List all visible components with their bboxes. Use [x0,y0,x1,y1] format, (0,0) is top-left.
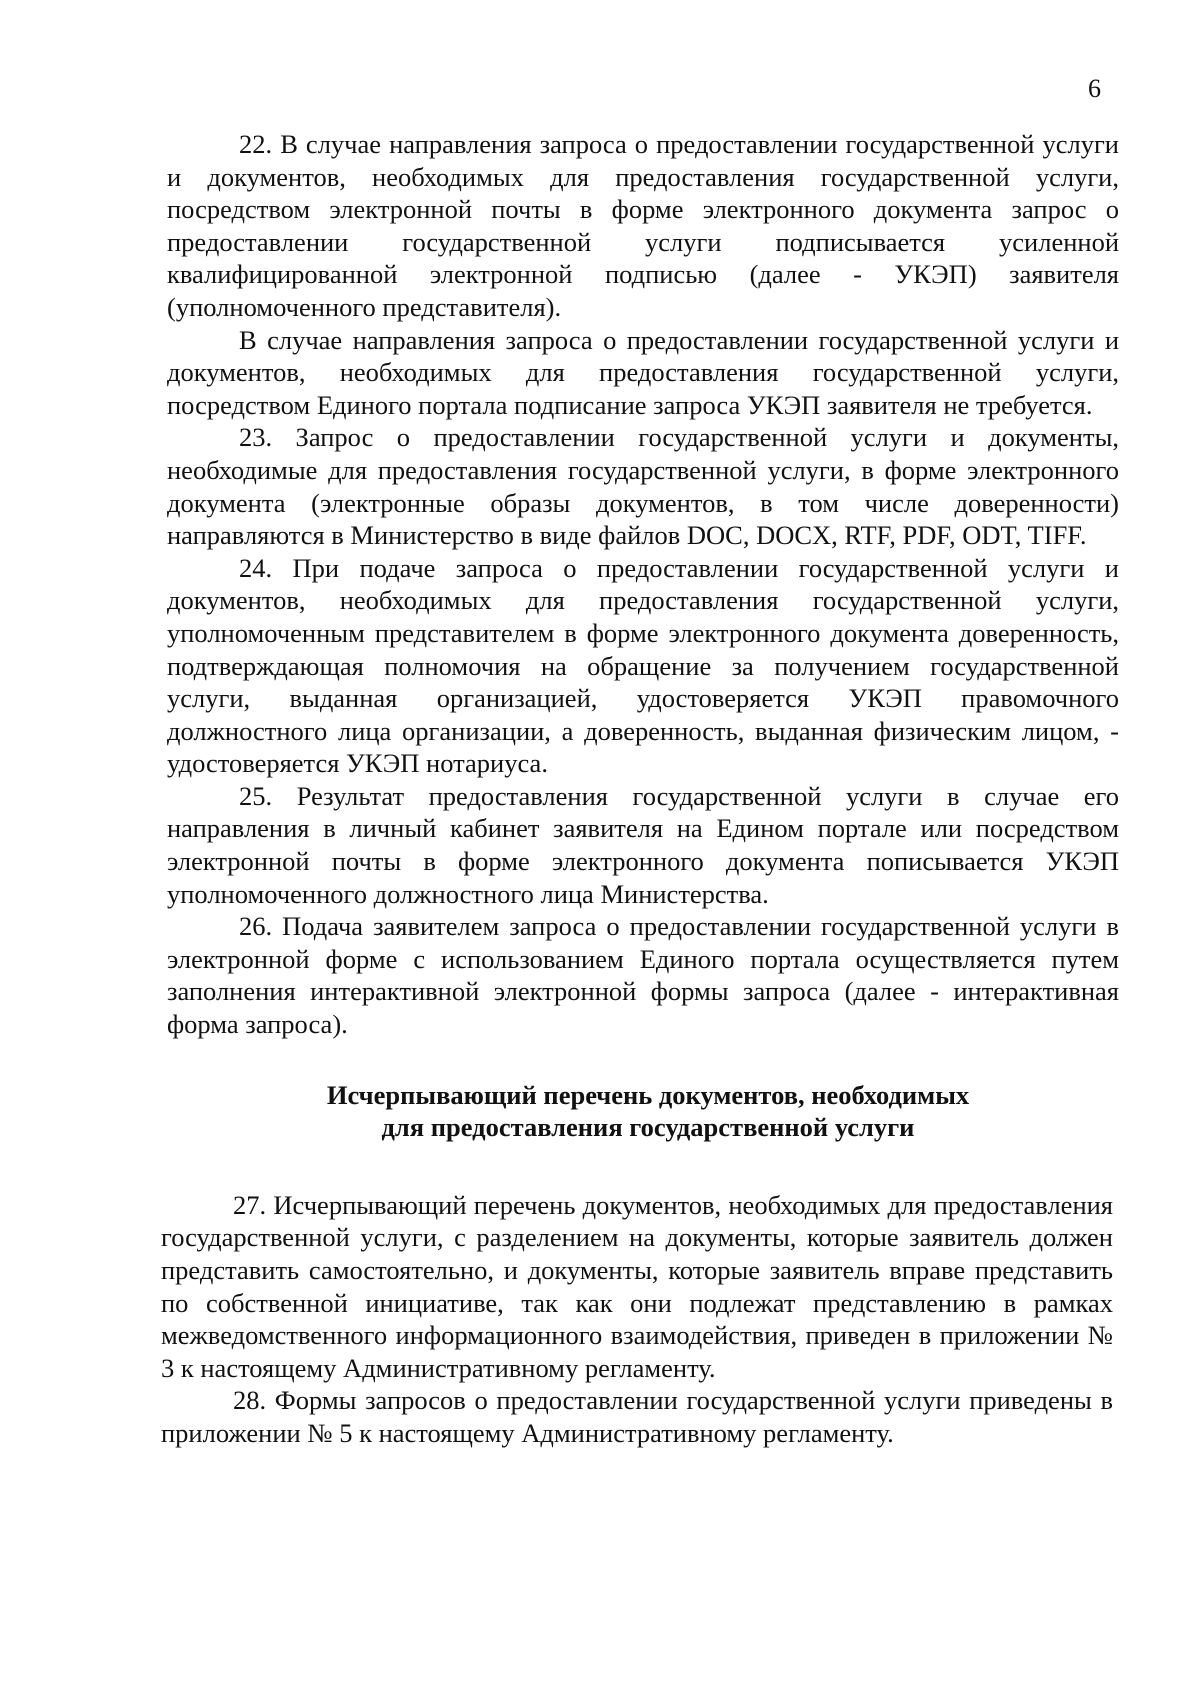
paragraph-27: 27. Исчерпывающий перечень документов, необходимых для предоставления государственной услуги, с разделением на документы, которые заявитель должен представить самостоятельно, и документы, которые заявитель вправе представить по собственной инициативе, так как они подлежат представлению в рамках межведомственного информационного взаимодействия, приведен в приложении № 3 к настоящему Административному регламенту. [161,1189,1113,1383]
spacer [167,1041,1119,1079]
document-body-lower [161,1189,1113,1450]
page-number: 6 [1088,74,1101,103]
document-body [161,128,1119,1450]
paragraph-22: 22. В случае направления запроса о предоставлении государственной услуги и документов, необходимых для предоставления государственной услуги, посредством электронной почты в форме электронного документа запрос о предоставлении государственной услуги подписывается усиленной квалифицированной электронной подписью (далее - УКЭП) заявителя (уполномоченного представителя). [167,129,1119,322]
paragraph-22-continued: В случае направления запроса о предоставлении государственной услуги и документов, необходимых для предоставления государственной услуги, посредством Единого портала подписание запроса УКЭП заявителя не требуется. [167,324,1119,420]
paragraph-28: 28. Формы запросов о предоставлении государственной услуги приведены в приложении № 5 к настоящему Административному регламенту. [161,1385,1113,1448]
paragraph-25: 25. Результат предоставления государственной услуги в случае его направления в личный кабинет заявителя на Едином портале или посредством электронной почты в форме электронного документа пописывается УКЭП уполномоченного должностного лица Министерства. [167,780,1119,909]
section-heading-line-1: Исчерпывающий перечень документов, необходимых [326,1079,970,1110]
section-heading-line-2: для предоставления государственной услуги [381,1112,915,1143]
spacer [167,1144,1119,1189]
paragraph-26: 26. Подача заявителем запроса о предоставлении государственной услуги в электронной форме с использованием Единого портала осуществляется путем заполнения интерактивной электронной формы запроса (далее - интерактивная форма запроса). [167,911,1119,1040]
paragraph-24: 24. При подаче запроса о предоставлении государственной услуги и документов, необходимых для предоставления государственной услуги, уполномоченным представителем в форме электронного документа доверенность, подтверждающая полномочия на обращение за получением государственной услуги, выданная организацией, удостоверяется УКЭП правомочного должностного лица организации, а доверенность, выданная физическим лицом, - удостоверяется УКЭП нотариуса. [167,552,1119,779]
section-heading [167,1079,1119,1144]
paragraph-23: 23. Запрос о предоставлении государственной услуги и документы, необходимые для предоставления государственной услуги, в форме электронного документа (электронные образы документов, в том числе доверенности) направляются в Министерство в виде файлов DOC, DOCX, RTF, PDF, ODT, TIFF. [167,422,1119,551]
